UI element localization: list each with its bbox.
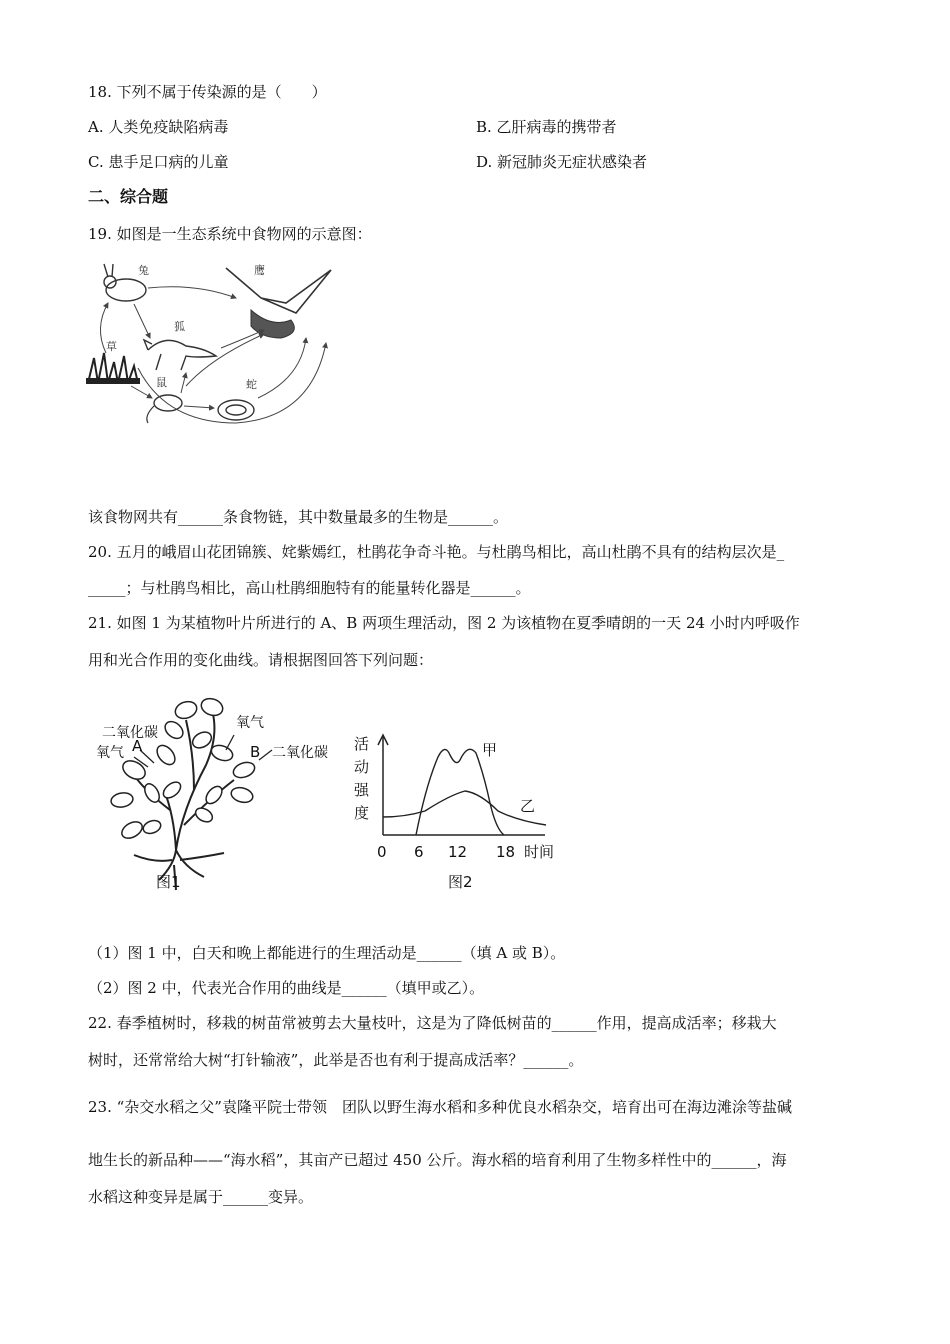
q23-line3: 水稻这种变异是属于______变异。 <box>88 1188 314 1206</box>
label-co2-right: 二氧化碳 <box>272 745 328 761</box>
label-o2-left: 氧气 <box>96 745 124 761</box>
label-grass: 草 <box>106 340 117 353</box>
y-label-2: 动 <box>354 758 370 776</box>
fox-drawing <box>144 340 216 370</box>
label-co2-left: 二氧化碳 <box>102 725 158 741</box>
label-fox: 狐 <box>174 320 185 333</box>
y-label-4: 度 <box>354 804 370 822</box>
q19-question: 该食物网共有______条食物链，其中数量最多的生物是______。 <box>88 508 509 526</box>
q20-line2: _____；与杜鹃鸟相比，高山杜鹃细胞特有的能量转化器是______。 <box>88 579 531 597</box>
q18-option-d: D. 新冠肺炎无症状感染者 <box>476 153 648 171</box>
activity-chart <box>350 725 570 895</box>
q22-line1: 22. 春季植树时，移栽的树苗常被剪去大量枝叶，这是为了降低树苗的______作用，提高成活率；移栽大 <box>88 1014 777 1032</box>
q21-sub2: （2）图 2 中，代表光合作用的曲线是______（填甲或乙）。 <box>88 979 485 997</box>
hawk-drawing <box>226 268 331 338</box>
x-tick-0: 0 <box>377 843 387 861</box>
label-a: A <box>132 737 143 755</box>
food-web-figure <box>86 258 341 428</box>
label-mouse: 鼠 <box>156 376 167 389</box>
curve-yi-label: 乙 <box>520 797 536 815</box>
q19-stem: 19. 如图是一生态系统中食物网的示意图： <box>88 225 372 243</box>
label-snake: 蛇 <box>246 378 257 391</box>
q21-line1: 21. 如图 1 为某植物叶片所进行的 A、B 两项生理活动，图 2 为该植物在夏季晴朗的一天 24 小时内呼吸作 <box>88 614 800 632</box>
q18-option-c: C. 患手足口病的儿童 <box>88 153 229 171</box>
x-tick-6: 6 <box>414 843 424 861</box>
q21-sub1: （1）图 1 中，白天和晚上都能进行的生理活动是______（填 A 或 B）。 <box>88 944 566 962</box>
q23-line2: 地生长的新品种——“海水稻”，其亩产已超过 450 公斤。海水稻的培育利用了生物多样性中的______，海 <box>88 1151 787 1169</box>
fig1-caption: 图1 <box>156 873 181 891</box>
fig2-caption: 图2 <box>448 873 473 891</box>
section-heading: 二、综合题 <box>88 187 169 206</box>
label-hawk: 鹰 <box>254 264 265 277</box>
y-label-1: 活 <box>354 735 370 753</box>
q18-stem: 18. 下列不属于传染源的是（ ） <box>88 83 327 101</box>
x-tick-12: 12 <box>448 843 468 861</box>
q23-line1: 23. “杂交水稻之父”袁隆平院士带领 团队以野生海水稻和多种优良水稻杂交，培育出可在海边滩涂等盐碱 <box>88 1098 792 1116</box>
grass-drawing <box>86 353 140 384</box>
y-label-3: 强 <box>354 781 370 799</box>
q22-line2: 树时，还常常给大树“打针输液”，此举是否也有利于提高成活率？______。 <box>88 1051 584 1069</box>
q18-option-a: A. 人类免疫缺陷病毒 <box>88 118 229 136</box>
label-rabbit: 兔 <box>138 264 149 277</box>
curve-jia-label: 甲 <box>482 741 498 759</box>
q20-line1: 20. 五月的峨眉山花团锦簇、姹紫嫣红，杜鹃花争奇斗艳。与杜鹃鸟相比，高山杜鹃不具有的结构层次是_ <box>88 543 785 561</box>
label-b: B <box>250 743 261 761</box>
q21-line2: 用和光合作用的变化曲线。请根据图回答下列问题： <box>88 651 434 669</box>
x-tick-18: 18 <box>496 843 516 861</box>
snake-drawing <box>218 400 254 420</box>
label-o2-right: 氧气 <box>236 715 264 731</box>
x-axis-label: 时间 <box>524 843 555 861</box>
q18-option-b: B. 乙肝病毒的携带者 <box>476 118 617 136</box>
plant-figure <box>94 695 339 895</box>
